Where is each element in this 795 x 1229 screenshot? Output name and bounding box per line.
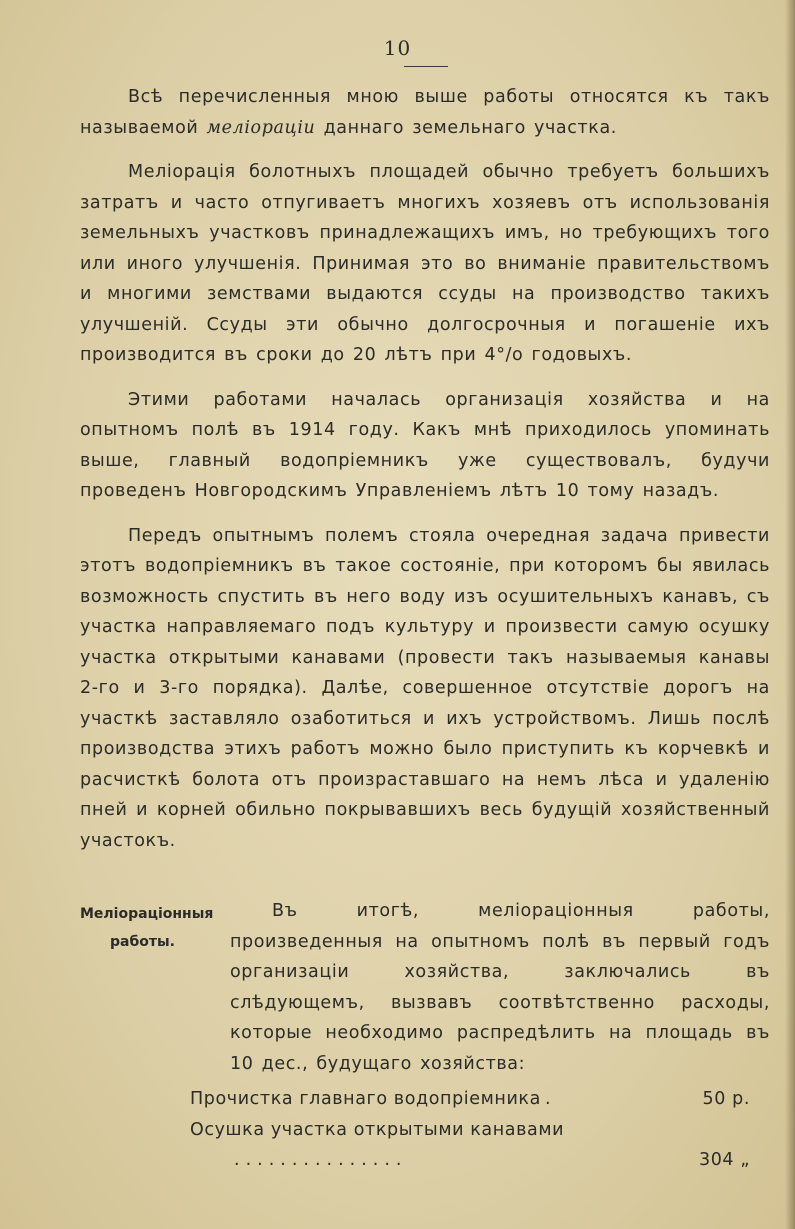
paragraph-1-emphasis: меліораціи [206, 117, 316, 138]
margin-heading-line-1: Меліораціонныя [80, 906, 214, 922]
cost-amount: 50 р. [702, 1089, 750, 1109]
body-text [80, 82, 770, 870]
paragraph-1-text: Всѣ перечисленныя мною выше работы относятся къ такъ называемой [80, 87, 770, 138]
cost-row-2-continued [190, 1145, 750, 1176]
cost-row-2 [190, 1115, 750, 1146]
paragraph-2-text: Меліорація болотныхъ площадей обычно требуетъ большихъ затратъ и часто отпугиваетъ многихъ хозяевъ отъ использованія земельныхъ участковъ принадлежащихъ имъ, но требующихъ того или иного улучшенія. Принимая это во вниманіе правительствомъ и многими земствами выдаются ссуды на производство такихъ улучшеній. Ссуды эти обычно долгосрочныя и погашеніе ихъ производится въ сроки до 20 лѣтъ при 4°/о годовыхъ. [80, 162, 770, 365]
margin-heading-line-2: работы. [110, 934, 175, 950]
paragraph-3 [80, 385, 770, 507]
cost-list [190, 1084, 750, 1176]
paragraph-4 [80, 521, 770, 857]
cost-amount: 304 „ [698, 1150, 750, 1170]
page-number: 10 [383, 36, 412, 60]
paragraph-3-text: Этими работами началась организація хозяйства и на опытномъ полѣ въ 1914 году. Какъ мнѣ приходилось упоминать выше, главный водопріемникъ уже существовалъ, будучи проведенъ Новгородскимъ Управленіемъ лѣтъ 10 тому назадъ. [80, 389, 770, 501]
cost-label: Прочистка главнаго водопріемника [190, 1089, 541, 1109]
leader-dots: . [544, 1089, 557, 1109]
paragraph-2 [80, 157, 770, 371]
page-number-underline [404, 66, 448, 67]
cost-row-1 [190, 1084, 750, 1115]
paragraph-1-text-end: даннаго земельнаго участка. [315, 117, 617, 138]
paragraph-1 [80, 82, 770, 143]
section-paragraph: Въ итогѣ, меліораціонныя работы, произведенныя на опытномъ полѣ въ первый годъ организаціи хозяйства, заключались въ слѣдующемъ, вызвавъ соотвѣтственно расходы, которые необходимо распредѣлить на площадь въ 10 дес., будущаго хозяйства: [230, 901, 770, 1074]
page-edge-shadow [785, 0, 795, 1229]
paragraph-4-text: Передъ опытнымъ полемъ стояла очередная задача привести этотъ водопріемникъ въ такое состояніе, при которомъ бы явилась возможность спустить въ него воду изъ осушительныхъ канавъ, съ участка направляемаго подъ культуру и произвести самую осушку участка открытыми канавами (провести такъ называемыя канавы 2-го и 3-го порядка). Далѣе, совершенное отсутствіе дорогъ на участкѣ заставляло озаботиться и ихъ устройствомъ. Лишь послѣ производства этихъ работъ можно было приступить къ корчевкѣ и расчисткѣ болота отъ произраставшаго на немъ лѣса и удаленію пней и корней обильно покрывавшихъ весь будущій хозяйственный участокъ. [80, 525, 770, 851]
leader-dots: ............... [234, 1150, 408, 1170]
cost-label: Осушка участка открытыми канавами [190, 1119, 565, 1140]
margin-heading [80, 900, 230, 956]
